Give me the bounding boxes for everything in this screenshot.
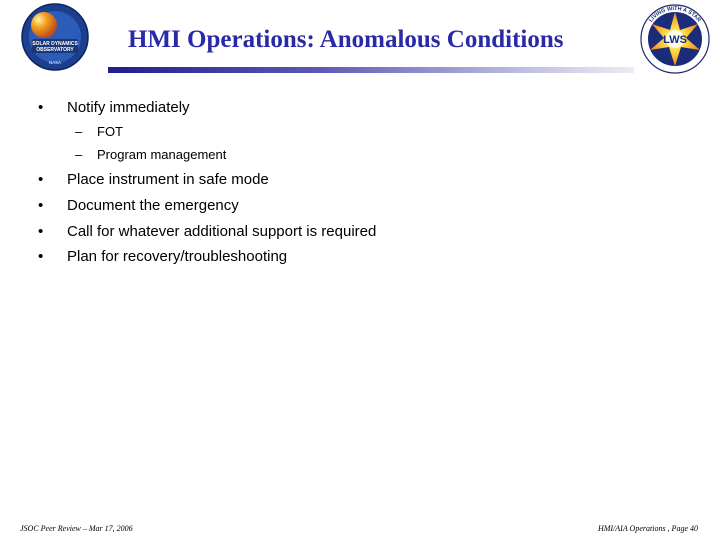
sub-bullet-symbol: – xyxy=(75,147,83,162)
bullet-symbol: • xyxy=(38,248,44,265)
sdo-logo xyxy=(18,3,92,71)
svg-text:LWS: LWS xyxy=(663,34,687,46)
svg-text:NASA: NASA xyxy=(48,60,62,65)
bullet-text: Plan for recovery/troubleshooting xyxy=(67,248,288,265)
bullet-text: Place instrument in safe mode xyxy=(67,171,269,188)
svg-text:SOLAR DYNAMICS: SOLAR DYNAMICS xyxy=(32,41,78,47)
lws-logo xyxy=(634,2,716,76)
bullet-text: Notify immediately xyxy=(67,99,190,116)
bullet-text: Call for whatever additional support is required xyxy=(67,223,377,240)
bullet-symbol: • xyxy=(38,99,44,116)
bullet-symbol: • xyxy=(38,171,44,188)
svg-text:OBSERVATORY: OBSERVATORY xyxy=(36,47,74,53)
sub-bullet-text: Program management xyxy=(97,147,227,162)
svg-text:LIVING WITH A STAR: LIVING WITH A STAR xyxy=(648,5,702,24)
slide-title: HMI Operations: Anomalous Conditions xyxy=(128,26,564,53)
sub-bullet-text: FOT xyxy=(97,124,123,139)
footer-right: HMI/AIA Operations , Page 40 xyxy=(597,524,698,533)
footer-left: JSOC Peer Review – Mar 17, 2006 xyxy=(20,524,133,533)
title-underline-bar xyxy=(108,67,634,73)
sub-bullet-symbol: – xyxy=(75,124,83,139)
bullet-symbol: • xyxy=(38,223,44,240)
bullet-symbol: • xyxy=(38,197,44,214)
bullet-text: Document the emergency xyxy=(67,197,239,214)
